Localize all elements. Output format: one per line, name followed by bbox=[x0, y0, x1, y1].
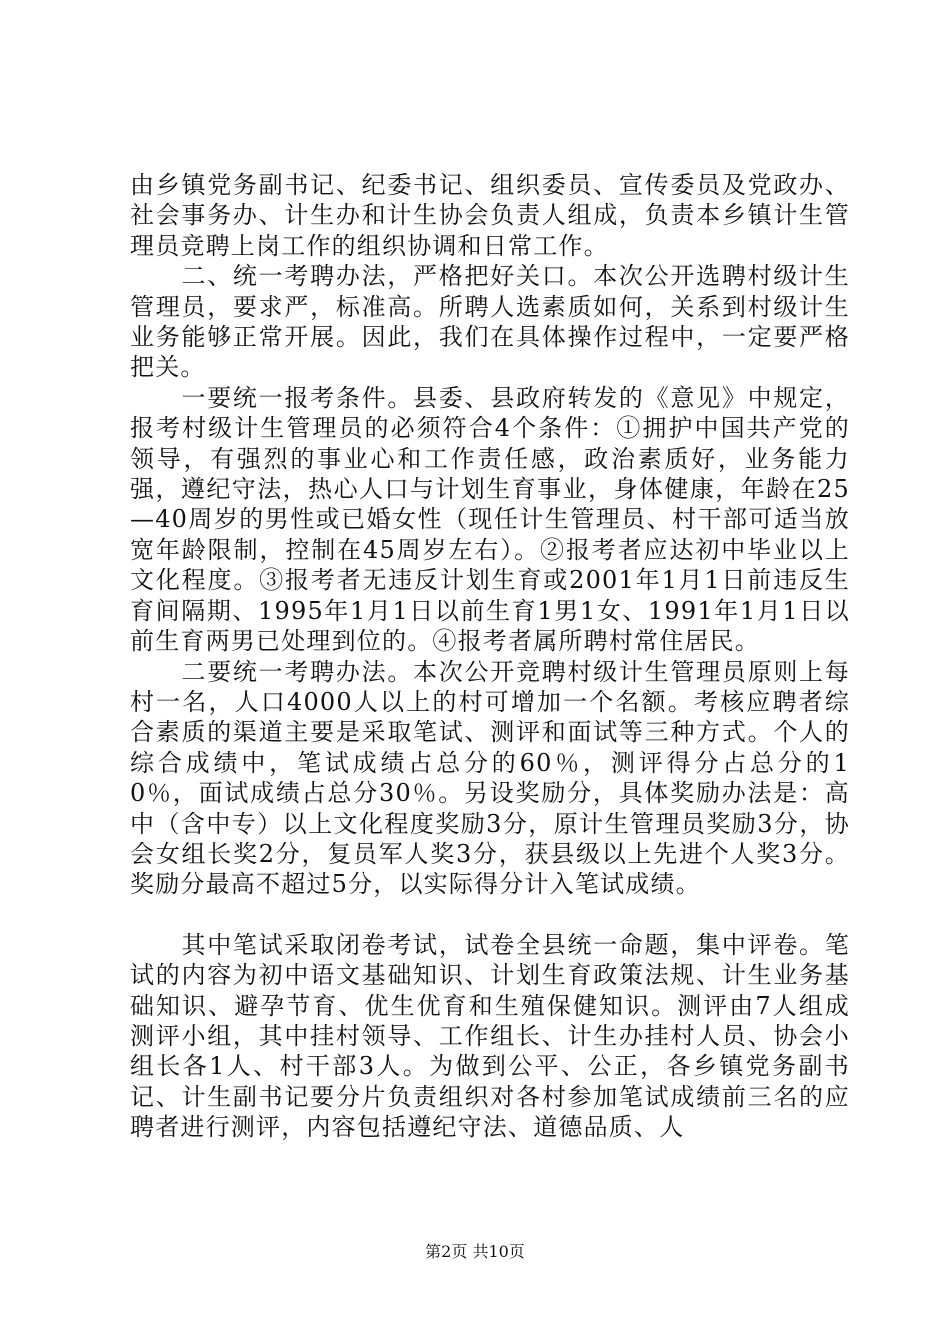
paragraph-committee: 由乡镇党务副书记、纪委书记、组织委员、宣传委员及党政办、社会事务办、计生办和计生协会负责人组成，负责本乡镇计生管理员竞聘上岗工作的组织协调和日常工作。 bbox=[130, 171, 850, 260]
paragraph-section-two: 二、统一考聘办法，严格把好关口。本次公开选聘村级计生管理员，要求严，标准高。所聘人选素质如何，关系到村级计生业务能够正常开展。因此，我们在具体操作过程中，一定要严格把关。 bbox=[130, 262, 850, 382]
paragraph-methods: 二要统一考聘办法。本次公开竞聘村级计生管理员原则上每村一名，人口4000人以上的村可增加一个名额。考核应聘者综合素质的渠道主要是采取笔试、测评和面试等三种方式。个人的综合成绩中，笔试成绩占总分的60％，测评得分占总分的10％，面试成绩占总分30％。另设奖励分，具体奖励办法是：高中（含中专）以上文化程度奖励3分，原计生管理员奖励3分，协会女组长奖2分，复员军人奖3分，获县级以上先进个人奖3分。奖励分最高不超过5分，以实际得分计入笔试成绩。 bbox=[130, 657, 850, 899]
page-number-footer: 第2页 共10页 bbox=[425, 1242, 525, 1261]
document-body bbox=[130, 170, 850, 1143]
paragraph-exam: 其中笔试采取闭卷考试，试卷全县统一命题，集中评卷。笔试的内容为初中语文基础知识、计划生育政策法规、计生业务基础知识、避孕节育、优生优育和生殖保健知识。测评由7人组成测评小组，其中挂村领导、工作组长、计生办挂村人员、协会小组长各1人、村干部3人。为做到公平、公正，各乡镇党务副书记、计生副书记要分片负责组织对各村参加笔试成绩前三名的应聘者进行测评，内容包括遵纪守法、道德品质、人 bbox=[130, 930, 850, 1142]
paragraph-conditions: 一要统一报考条件。县委、县政府转发的《意见》中规定，报考村级计生管理员的必须符合4个条件：①拥护中国共产党的领导，有强烈的事业心和工作责任感，政治素质好，业务能力强，遵纪守法，热心人口与计划生育事业，身体健康，年龄在25—40周岁的男性或已婚女性（现任计生管理员、村干部可适当放宽年龄限制，控制在45周岁左右）。②报考者应达初中毕业以上文化程度。③报考者无违反计划生育或2001年1月1日前违反生育间隔期、1995年1月1日以前生育1男1女、1991年1月1日以前生育两男已处理到位的。④报考者属所聘村常住居民。 bbox=[130, 383, 850, 656]
